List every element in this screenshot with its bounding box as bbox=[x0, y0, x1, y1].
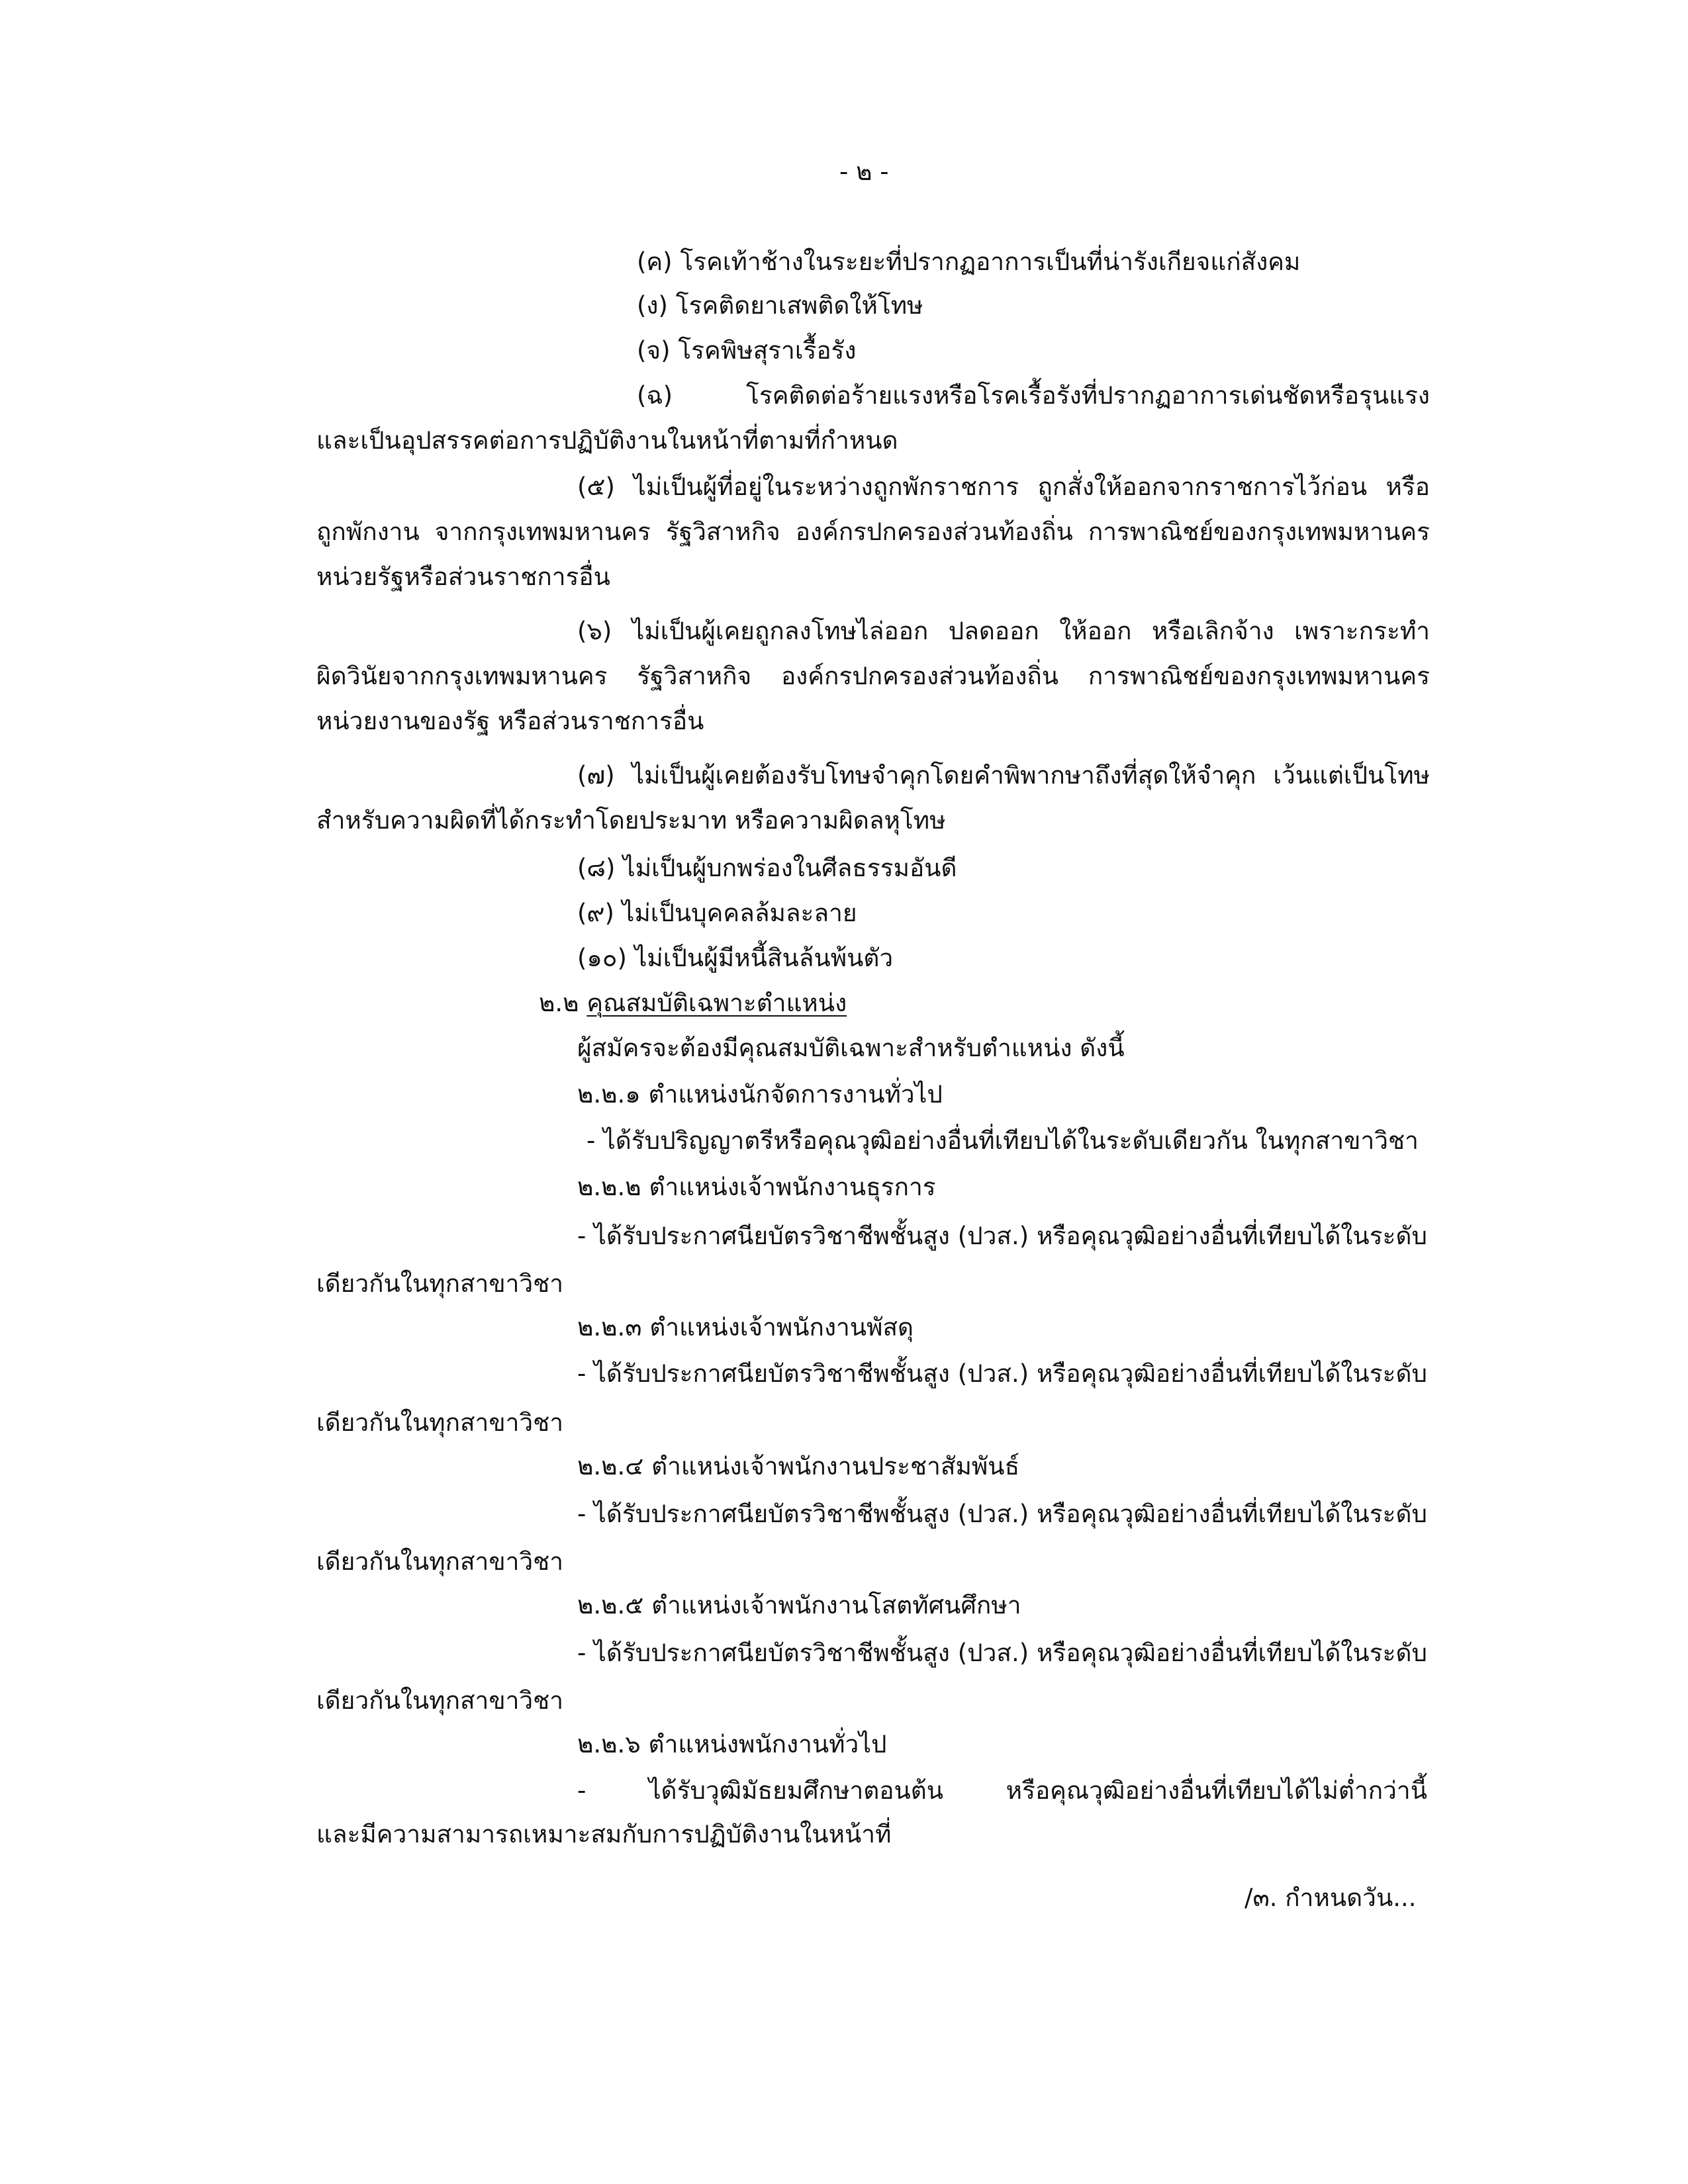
item-7-line-1: (๗) ไม่เป็นผู้เคยต้องรับโทษจำคุกโดยคำพิพากษาถึงที่สุดให้จำคุก เว้นแต่เป็นโทษ bbox=[577, 761, 1430, 790]
position-requirement: - ได้รับประกาศนียบัตรวิชาชีพชั้นสูง (ปวส.) หรือคุณวุฒิอย่างอื่นที่เทียบได้ในระดับ bbox=[577, 1359, 1427, 1388]
page-number: - ๒ - bbox=[839, 158, 889, 186]
position-heading: ๒.๒.๖ ตำแหน่งพนักงานทั่วไป bbox=[577, 1730, 887, 1758]
item-8: (๘) ไม่เป็นผู้บกพร่องในศีลธรรมอันดี bbox=[577, 854, 957, 882]
position-requirement-cont: เดียวกันในทุกสาขาวิชา bbox=[316, 1686, 564, 1715]
section-intro: ผู้สมัครจะต้องมีคุณสมบัติเฉพาะสำหรับตำแหน่ง ดังนี้ bbox=[577, 1034, 1125, 1062]
position-heading: ๒.๒.๑ ตำแหน่งนักจัดการงานทั่วไป bbox=[577, 1080, 943, 1109]
disease-item-f: (ฉ) โรคติดต่อร้ายแรงหรือโรคเรื้อรังที่ปรากฏอาการเด่นชัดหรือรุนแรง bbox=[637, 381, 1430, 410]
section-2-2-heading bbox=[539, 986, 847, 1021]
section-number: ๒.๒ bbox=[539, 989, 579, 1017]
position-requirement: - ได้รับปริญญาตรีหรือคุณวุฒิอย่างอื่นที่เทียบได้ในระดับเดียวกัน ในทุกสาขาวิชา bbox=[586, 1126, 1419, 1155]
position-requirement: - ได้รับประกาศนียบัตรวิชาชีพชั้นสูง (ปวส.) หรือคุณวุฒิอย่างอื่นที่เทียบได้ในระดับ bbox=[577, 1639, 1427, 1667]
item-5-line-2: ถูกพักงาน จากกรุงเทพมหานคร รัฐวิสาหกิจ องค์กรปกครองส่วนท้องถิ่น การพาณิชย์ของกรุงเทพมหานคร bbox=[316, 518, 1430, 546]
position-requirement-cont: และมีความสามารถเหมาะสมกับการปฏิบัติงานในหน้าที่ bbox=[316, 1820, 892, 1848]
item-7-line-2: สำหรับความผิดที่ได้กระทำโดยประมาท หรือความผิดลหุโทษ bbox=[316, 806, 946, 835]
position-requirement-cont: เดียวกันในทุกสาขาวิชา bbox=[316, 1547, 564, 1576]
item-5-line-1: (๕) ไม่เป็นผู้ที่อยู่ในระหว่างถูกพักราชการ ถูกสั่งให้ออกจากราชการไว้ก่อน หรือ bbox=[577, 473, 1430, 501]
item-6-line-2: ผิดวินัยจากกรุงเทพมหานคร รัฐวิสาหกิจ องค์กรปกครองส่วนท้องถิ่น การพาณิชย์ของกรุงเทพมหานคร bbox=[316, 662, 1430, 690]
disease-item-f-cont: และเป็นอุปสรรคต่อการปฏิบัติงานในหน้าที่ตามที่กำหนด bbox=[316, 426, 898, 455]
disease-item-d: (ง) โรคติดยาเสพติดให้โทษ bbox=[637, 291, 923, 320]
disease-item-c: (ค) โรคเท้าช้างในระยะที่ปรากฏอาการเป็นที่น่ารังเกียจแก่สังคม bbox=[637, 248, 1301, 276]
item-9: (๙) ไม่เป็นบุคคลล้มละลาย bbox=[577, 899, 857, 927]
position-heading: ๒.๒.๒ ตำแหน่งเจ้าพนักงานธุรการ bbox=[577, 1173, 936, 1201]
position-heading: ๒.๒.๓ ตำแหน่งเจ้าพนักงานพัสดุ bbox=[577, 1313, 914, 1342]
item-5-line-3: หน่วยรัฐหรือส่วนราชการอื่น bbox=[316, 563, 610, 591]
position-heading: ๒.๒.๕ ตำแหน่งเจ้าพนักงานโสตทัศนศึกษา bbox=[577, 1591, 1021, 1619]
item-6-line-3: หน่วยงานของรัฐ หรือส่วนราชการอื่น bbox=[316, 707, 704, 735]
section-title: คุณสมบัติเฉพาะตำแหน่ง bbox=[586, 989, 847, 1017]
position-requirement: - ได้รับประกาศนียบัตรวิชาชีพชั้นสูง (ปวส.) หรือคุณวุฒิอย่างอื่นที่เทียบได้ในระดับ bbox=[577, 1222, 1427, 1250]
position-requirement-cont: เดียวกันในทุกสาขาวิชา bbox=[316, 1408, 564, 1437]
position-requirement: - ได้รับวุฒิมัธยมศึกษาตอนต้น หรือคุณวุฒิอย่างอื่นที่เทียบได้ไม่ต่ำกว่านี้ bbox=[577, 1776, 1427, 1805]
position-heading: ๒.๒.๔ ตำแหน่งเจ้าพนักงานประชาสัมพันธ์ bbox=[577, 1452, 1020, 1480]
position-requirement-cont: เดียวกันในทุกสาขาวิชา bbox=[316, 1269, 564, 1298]
item-6-line-1: (๖) ไม่เป็นผู้เคยถูกลงโทษไล่ออก ปลดออก ให้ออก หรือเลิกจ้าง เพราะกระทำ bbox=[577, 617, 1430, 645]
item-10: (๑๐) ไม่เป็นผู้มีหนี้สินล้นพ้นตัว bbox=[577, 944, 894, 972]
disease-item-e: (จ) โรคพิษสุราเรื้อรัง bbox=[637, 336, 857, 365]
continuation-note: /๓. กำหนดวัน... bbox=[1244, 1884, 1417, 1912]
position-requirement: - ได้รับประกาศนียบัตรวิชาชีพชั้นสูง (ปวส.) หรือคุณวุฒิอย่างอื่นที่เทียบได้ในระดับ bbox=[577, 1500, 1427, 1528]
